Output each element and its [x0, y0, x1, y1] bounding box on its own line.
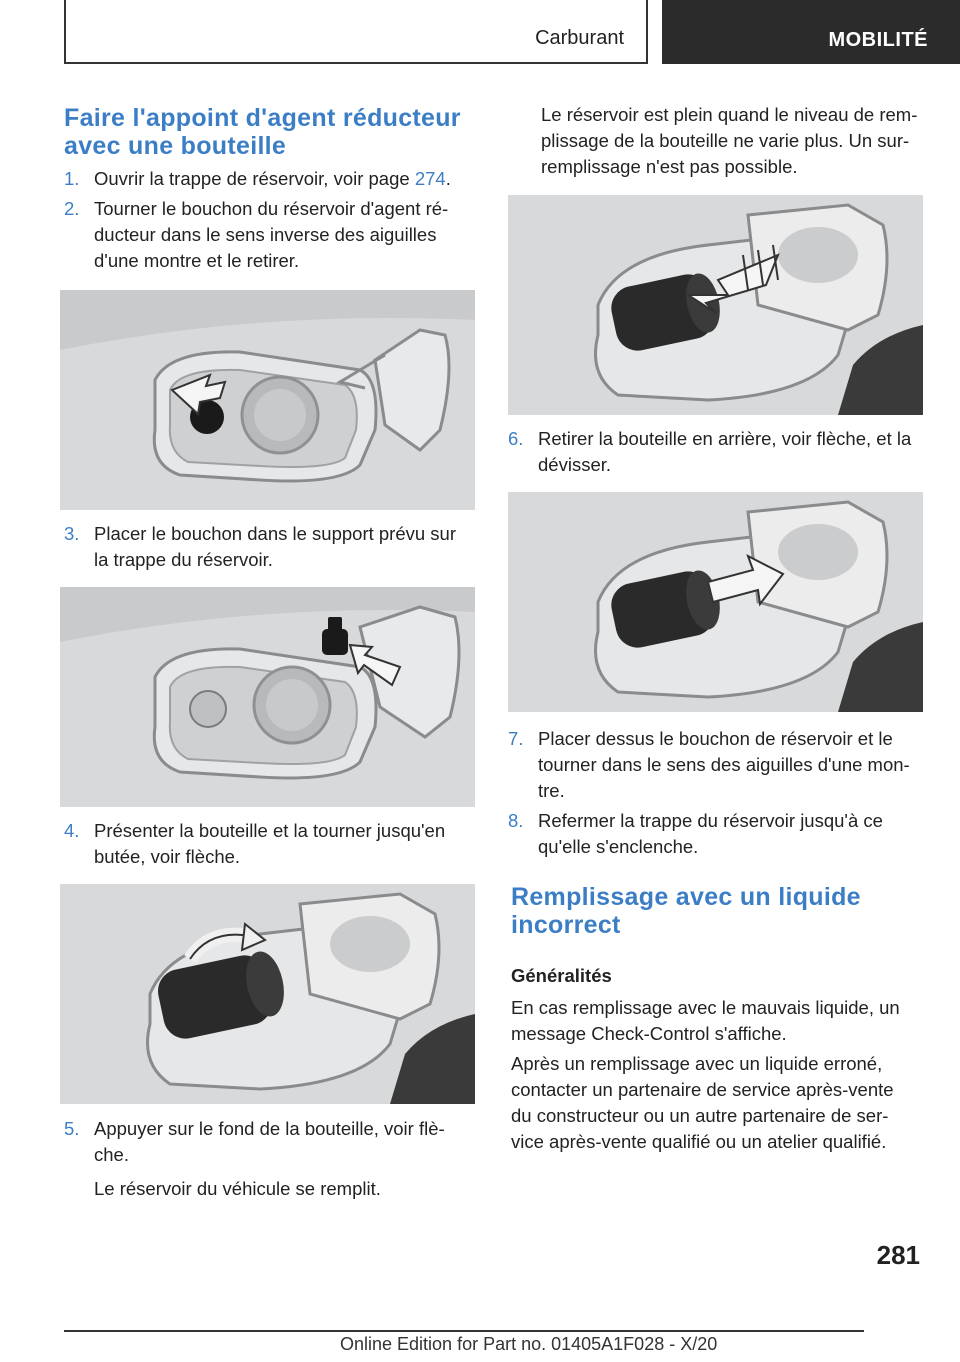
step-number: 4. [64, 820, 80, 841]
step-text: Retirer la bouteille en arrière, voir flèche, et la dévisser. [538, 428, 912, 475]
full-tank-paragraph: Le réservoir est plein quand le niveau de rem- plissage de la bouteille ne varie plus. Un sur- remplissage n'est pas possible. [541, 104, 918, 177]
paragraph-service-partner: Après un remplissage avec un liquide erroné, contacter un partenaire de service après-vente du constructeur ou un autre partenaire de ser- vice après-vente qualifié ou un atelier qualifié. [511, 1053, 894, 1152]
section-heading: Faire l'appoint d'agent réducteur avec une bouteille [64, 104, 461, 160]
header-section-title: Carburant [535, 27, 624, 49]
subheading-general: Généralités [511, 965, 612, 986]
illustration-bottle-twist [60, 884, 475, 1104]
step-text: Présenter la bouteille et la tourner jusqu'en butée, voir flèche. [94, 820, 446, 867]
illustration-bottle-removal [508, 492, 923, 712]
step-number: 2. [64, 198, 80, 219]
page-number: 281 [876, 1240, 920, 1270]
header-section-box [64, 0, 648, 64]
footer-edition: Online Edition for Part no. 01405A1F028 - X/20 [340, 1334, 718, 1354]
step-note: Le réservoir du véhicule se remplit. [94, 1178, 381, 1199]
footer-divider [64, 1330, 864, 1332]
step-number: 7. [508, 728, 524, 749]
paragraph-check-control: En cas remplissage avec le mauvais liquide, un message Check-Control s'affiche. [511, 997, 900, 1044]
illustration-cap-holder [60, 587, 475, 807]
step-text: Placer dessus le bouchon de réservoir et le tourner dans le sens des aiguilles d'une mon- tre. [538, 728, 910, 801]
step-text: Refermer la trappe du réservoir jusqu'à ce qu'elle s'enclenche. [538, 810, 883, 857]
step-number: 1. [64, 168, 80, 189]
step-text: Tourner le bouchon du réservoir d'agent ré- ducteur dans le sens inverse des aiguilles d'une montre et le retirer. [94, 198, 449, 271]
step-number: 3. [64, 523, 80, 544]
step-number: 6. [508, 428, 524, 449]
step-text: Appuyer sur le fond de la bouteille, voir flè- che. Le réservoir du véhicule se remplit. [94, 1116, 445, 1202]
illustration-remove-cap [60, 290, 475, 510]
section-heading-incorrect-liquid: Remplissage avec un liquide incorrect [511, 883, 861, 939]
step-number: 5. [64, 1118, 80, 1139]
illustration-bottle-filling [508, 195, 923, 415]
step-text: Ouvrir la trappe de réservoir, voir page 274. [94, 168, 451, 189]
step-number: 8. [508, 810, 524, 831]
step-text: Placer le bouchon dans le support prévu sur la trappe du réservoir. [94, 523, 456, 570]
page-link[interactable]: 274 [414, 168, 446, 189]
header-chapter-box [662, 0, 960, 64]
header-chapter-title: MOBILITÉ [828, 29, 928, 51]
